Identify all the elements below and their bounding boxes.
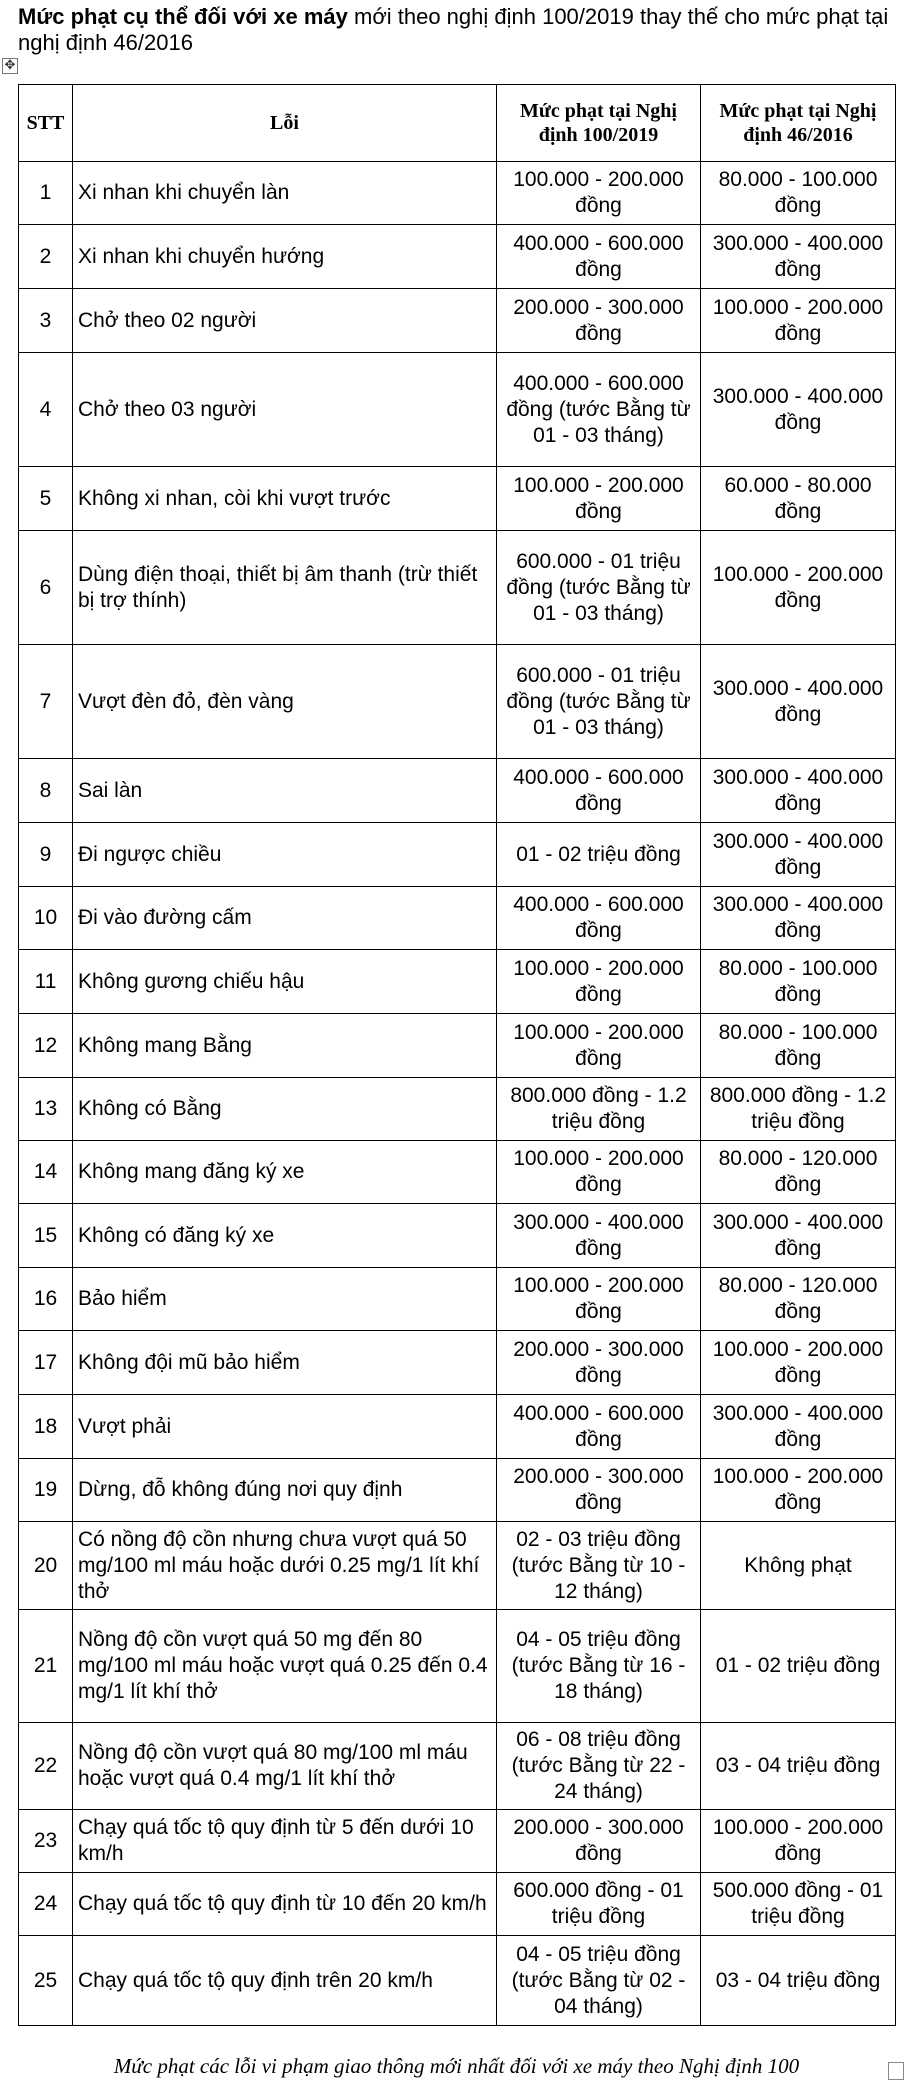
table-row: [19, 1078, 896, 1141]
row-loi: Chạy quá tốc tộ quy định từ 5 đến dưới 10 km/h: [73, 1810, 497, 1873]
row-stt: 2: [19, 225, 73, 289]
row-new: 400.000 - 600.000 đồng: [497, 1395, 701, 1459]
row-new: 100.000 - 200.000 đồng: [497, 467, 701, 531]
table-row: [19, 645, 896, 759]
row-stt: 15: [19, 1204, 73, 1268]
row-old: 03 - 04 triệu đồng: [701, 1723, 896, 1810]
row-stt: 25: [19, 1936, 73, 2026]
row-old: 80.000 - 100.000 đồng: [701, 1014, 896, 1078]
row-loi: Không có đăng ký xe: [73, 1204, 497, 1268]
row-new: 200.000 - 300.000 đồng: [497, 289, 701, 353]
table-row: [19, 1723, 896, 1810]
row-new: 100.000 - 200.000 đồng: [497, 1268, 701, 1331]
row-old: 300.000 - 400.000 đồng: [701, 645, 896, 759]
row-new: 600.000 - 01 triệu đồng (tước Bằng từ 01 - 03 tháng): [497, 645, 701, 759]
row-old: 100.000 - 200.000 đồng: [701, 531, 896, 645]
row-old: 80.000 - 120.000 đồng: [701, 1268, 896, 1331]
header-stt: STT: [19, 85, 73, 162]
table-row: [19, 162, 896, 225]
corner-marker: [888, 2062, 904, 2080]
table-row: [19, 1810, 896, 1873]
row-new: 400.000 - 600.000 đồng: [497, 759, 701, 823]
row-loi: Nồng độ cồn vượt quá 80 mg/100 ml máu hoặc vượt quá 0.4 mg/1 lít khí thở: [73, 1723, 497, 1810]
row-stt: 18: [19, 1395, 73, 1459]
row-new: 04 - 05 triệu đồng (tước Bằng từ 16 - 18 tháng): [497, 1610, 701, 1723]
row-stt: 10: [19, 887, 73, 950]
row-old: 500.000 đồng - 01 triệu đồng: [701, 1873, 896, 1936]
row-new: 200.000 - 300.000 đồng: [497, 1459, 701, 1522]
table-row: [19, 1014, 896, 1078]
row-new: 01 - 02 triệu đồng: [497, 823, 701, 887]
row-loi: Xi nhan khi chuyển làn: [73, 162, 497, 225]
table-row: [19, 353, 896, 467]
row-loi: Đi vào đường cấm: [73, 887, 497, 950]
intro-bold: Mức phạt cụ thể đối với xe máy: [18, 4, 348, 29]
row-new: 200.000 - 300.000 đồng: [497, 1810, 701, 1873]
fines-table: [18, 84, 896, 2026]
row-loi: Không có Bằng: [73, 1078, 497, 1141]
row-old: Không phạt: [701, 1522, 896, 1610]
row-old: 300.000 - 400.000 đồng: [701, 887, 896, 950]
row-stt: 11: [19, 950, 73, 1014]
table-row: [19, 759, 896, 823]
row-stt: 4: [19, 353, 73, 467]
row-new: 02 - 03 triệu đồng (tước Bằng từ 10 - 12 tháng): [497, 1522, 701, 1610]
row-new: 100.000 - 200.000 đồng: [497, 950, 701, 1014]
row-new: 100.000 - 200.000 đồng: [497, 162, 701, 225]
table-row: [19, 823, 896, 887]
intro-paragraph: [18, 4, 898, 56]
row-loi: Có nồng độ cồn nhưng chưa vượt quá 50 mg/100 ml máu hoặc dưới 0.25 mg/1 lít khí thở: [73, 1522, 497, 1610]
row-stt: 1: [19, 162, 73, 225]
row-loi: Chở theo 03 người: [73, 353, 497, 467]
row-new: 800.000 đồng - 1.2 triệu đồng: [497, 1078, 701, 1141]
row-loi: Sai làn: [73, 759, 497, 823]
row-old: 100.000 - 200.000 đồng: [701, 289, 896, 353]
row-stt: 6: [19, 531, 73, 645]
row-new: 400.000 - 600.000 đồng: [497, 887, 701, 950]
row-old: 800.000 đồng - 1.2 triệu đồng: [701, 1078, 896, 1141]
row-loi: Dừng, đỗ không đúng nơi quy định: [73, 1459, 497, 1522]
row-stt: 14: [19, 1141, 73, 1204]
table-row: [19, 1141, 896, 1204]
row-loi: Dùng điện thoại, thiết bị âm thanh (trừ thiết bị trợ thính): [73, 531, 497, 645]
row-stt: 21: [19, 1610, 73, 1723]
row-stt: 12: [19, 1014, 73, 1078]
row-loi: Chở theo 02 người: [73, 289, 497, 353]
table-row: [19, 289, 896, 353]
row-old: 80.000 - 100.000 đồng: [701, 950, 896, 1014]
row-old: 300.000 - 400.000 đồng: [701, 823, 896, 887]
header-loi: Lỗi: [73, 85, 497, 162]
row-loi: Bảo hiểm: [73, 1268, 497, 1331]
row-new: 600.000 - 01 triệu đồng (tước Bằng từ 01 - 03 tháng): [497, 531, 701, 645]
row-new: 06 - 08 triệu đồng (tước Bằng từ 22 - 24 tháng): [497, 1723, 701, 1810]
row-stt: 8: [19, 759, 73, 823]
row-loi: Không xi nhan, còi khi vượt trước: [73, 467, 497, 531]
row-loi: Đi ngược chiều: [73, 823, 497, 887]
table-row: [19, 887, 896, 950]
row-old: 300.000 - 400.000 đồng: [701, 353, 896, 467]
row-loi: Vượt phải: [73, 1395, 497, 1459]
table-row: [19, 225, 896, 289]
table-row: [19, 467, 896, 531]
table-row: [19, 1395, 896, 1459]
row-old: 300.000 - 400.000 đồng: [701, 759, 896, 823]
table-row: [19, 1522, 896, 1610]
row-old: 80.000 - 100.000 đồng: [701, 162, 896, 225]
row-stt: 24: [19, 1873, 73, 1936]
row-new: 600.000 đồng - 01 triệu đồng: [497, 1873, 701, 1936]
move-handle-icon[interactable]: ✥: [2, 58, 18, 74]
row-new: 200.000 - 300.000 đồng: [497, 1331, 701, 1395]
row-stt: 3: [19, 289, 73, 353]
row-loi: Không mang Bằng: [73, 1014, 497, 1078]
row-new: 100.000 - 200.000 đồng: [497, 1141, 701, 1204]
row-stt: 22: [19, 1723, 73, 1810]
row-stt: 9: [19, 823, 73, 887]
row-stt: 23: [19, 1810, 73, 1873]
row-old: 300.000 - 400.000 đồng: [701, 225, 896, 289]
header-row: [19, 85, 896, 162]
table-body: [19, 162, 896, 2026]
row-loi: Không đội mũ bảo hiểm: [73, 1331, 497, 1395]
table-row: [19, 1873, 896, 1936]
row-stt: 19: [19, 1459, 73, 1522]
row-loi: Không mang đăng ký xe: [73, 1141, 497, 1204]
row-loi: Xi nhan khi chuyển hướng: [73, 225, 497, 289]
header-new: Mức phạt tại Nghị định 100/2019: [497, 85, 701, 162]
row-old: 80.000 - 120.000 đồng: [701, 1141, 896, 1204]
row-stt: 7: [19, 645, 73, 759]
row-loi: Vượt đèn đỏ, đèn vàng: [73, 645, 497, 759]
row-stt: 5: [19, 467, 73, 531]
row-loi: Nồng độ cồn vượt quá 50 mg đến 80 mg/100 ml máu hoặc vượt quá 0.25 đến 0.4 mg/1 lít khí thở: [73, 1610, 497, 1723]
row-stt: 16: [19, 1268, 73, 1331]
intro-rest: mới theo nghị định 100/2019 thay thế cho mức phạt tại nghị định 46/2016: [18, 4, 889, 55]
row-stt: 20: [19, 1522, 73, 1610]
header-old: Mức phạt tại Nghị định 46/2016: [701, 85, 896, 162]
row-old: 100.000 - 200.000 đồng: [701, 1331, 896, 1395]
row-old: 300.000 - 400.000 đồng: [701, 1204, 896, 1268]
row-new: 400.000 - 600.000 đồng: [497, 225, 701, 289]
row-old: 100.000 - 200.000 đồng: [701, 1810, 896, 1873]
table-row: [19, 950, 896, 1014]
row-loi: Chạy quá tốc tộ quy định từ 10 đến 20 km/h: [73, 1873, 497, 1936]
table-row: [19, 1459, 896, 1522]
row-new: 400.000 - 600.000 đồng (tước Bằng từ 01 - 03 tháng): [497, 353, 701, 467]
row-old: 60.000 - 80.000 đồng: [701, 467, 896, 531]
row-old: 100.000 - 200.000 đồng: [701, 1459, 896, 1522]
row-new: 04 - 05 triệu đồng (tước Bằng từ 02 - 04 tháng): [497, 1936, 701, 2026]
table-row: [19, 531, 896, 645]
row-new: 300.000 - 400.000 đồng: [497, 1204, 701, 1268]
row-old: 01 - 02 triệu đồng: [701, 1610, 896, 1723]
row-stt: 13: [19, 1078, 73, 1141]
table-row: [19, 1204, 896, 1268]
row-old: 03 - 04 triệu đồng: [701, 1936, 896, 2026]
table-row: [19, 1268, 896, 1331]
table-row: [19, 1936, 896, 2026]
row-loi: Chạy quá tốc tộ quy định trên 20 km/h: [73, 1936, 497, 2026]
row-new: 100.000 - 200.000 đồng: [497, 1014, 701, 1078]
row-stt: 17: [19, 1331, 73, 1395]
row-loi: Không gương chiếu hậu: [73, 950, 497, 1014]
image-caption: Mức phạt các lỗi vi phạm giao thông mới nhất đối với xe máy theo Nghị định 100: [113, 2054, 800, 2078]
table-row: [19, 1610, 896, 1723]
row-old: 300.000 - 400.000 đồng: [701, 1395, 896, 1459]
table-row: [19, 1331, 896, 1395]
